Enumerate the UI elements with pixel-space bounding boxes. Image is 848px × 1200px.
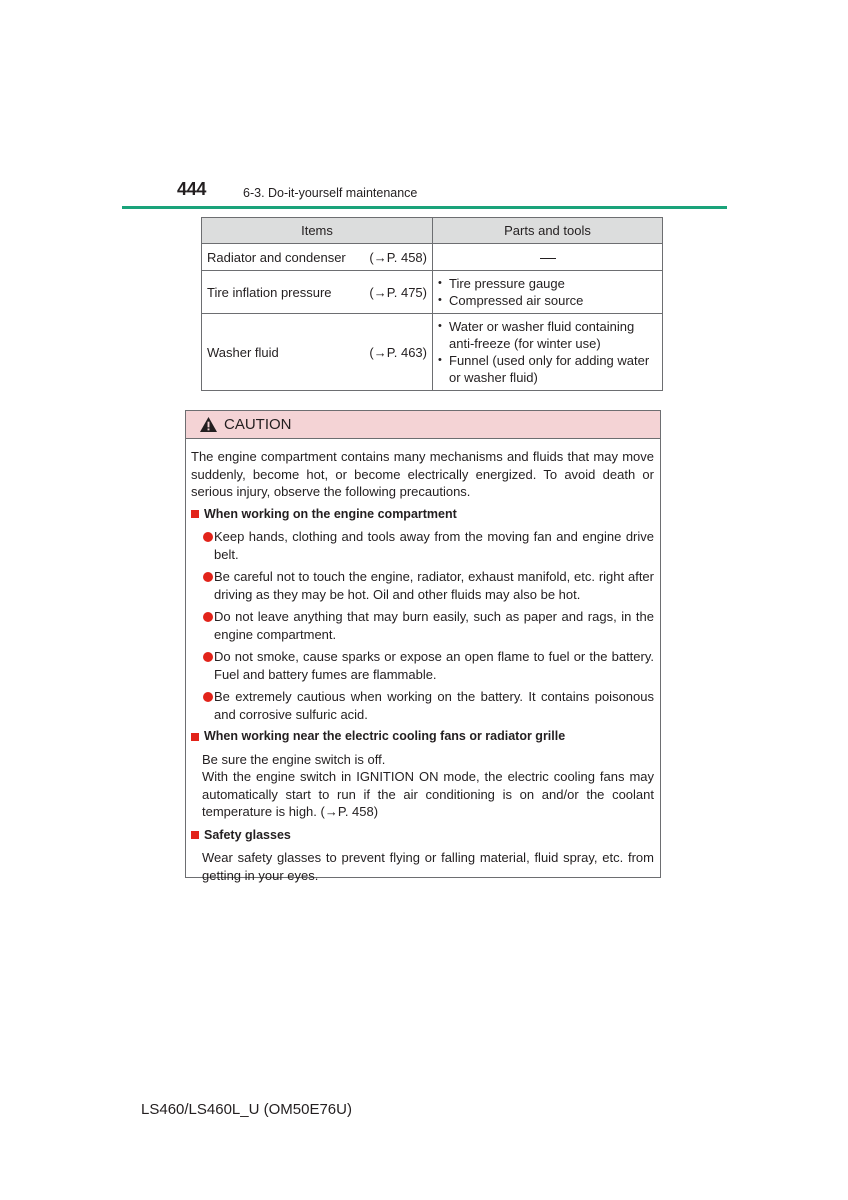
- list-item: • Funnel (used only for adding water or washer fluid): [438, 352, 657, 386]
- red-bullet-icon: [203, 532, 213, 542]
- red-square-icon: [191, 733, 199, 741]
- section-heading: [191, 827, 654, 845]
- item-cell: [202, 244, 433, 271]
- column-header-items: Items: [202, 218, 433, 244]
- item-cell: [202, 314, 433, 391]
- table-row: [202, 244, 663, 271]
- list-item: • Compressed air source: [438, 292, 657, 309]
- tools-cell: [433, 314, 663, 391]
- red-bullet-icon: [203, 612, 213, 622]
- tools-cell: [433, 271, 663, 314]
- page-header: [0, 0, 848, 210]
- section-heading: [191, 506, 654, 524]
- section-heading-text: When working near the electric cooling fans or radiator grille: [204, 729, 566, 743]
- column-header-parts-tools: Parts and tools: [433, 218, 663, 244]
- table-row: [202, 271, 663, 314]
- red-bullet-icon: [203, 692, 213, 702]
- bullet-text: Keep hands, clothing and tools away from the moving fan and engine drive belt.: [214, 529, 654, 562]
- item-name: Washer fluid: [207, 344, 279, 360]
- section-paragraph: Wear safety glasses to prevent flying or falling material, fluid spray, etc. from getting in your eyes.: [202, 850, 654, 883]
- page-number: 444: [177, 179, 207, 199]
- page-reference-link[interactable]: (→P. 475): [369, 284, 427, 300]
- caution-intro: The engine compartment contains many mechanisms and fluids that may move suddenly, become hot, or become electrically energized. To avoid death or serious injury, observe the following precautions.: [191, 449, 654, 499]
- tools-cell: [433, 244, 663, 271]
- warning-triangle-icon: [199, 416, 218, 433]
- caution-header: [186, 411, 660, 439]
- list-item: • Tire pressure gauge: [438, 275, 657, 292]
- table-row: [202, 314, 663, 391]
- tools-list: [438, 318, 657, 386]
- table-header-row: [202, 218, 663, 244]
- section-heading-text: Safety glasses: [204, 827, 291, 842]
- list-item: [191, 648, 654, 683]
- list-item: • Water or washer fluid containing anti-freeze (for winter use): [438, 318, 657, 352]
- no-tools-dash: [540, 258, 556, 259]
- bullet-text: Be extremely cautious when working on the battery. It contains poisonous and corrosive sulfuric acid.: [214, 689, 654, 722]
- header-divider: [122, 206, 727, 209]
- caution-box: [185, 410, 661, 883]
- section-heading: [191, 728, 654, 746]
- page-reference-link[interactable]: (→P. 458): [369, 249, 427, 265]
- list-item: [191, 528, 654, 563]
- red-bullet-icon: [203, 652, 213, 662]
- caution-title: CAUTION: [224, 416, 292, 433]
- section-title: 6-3. Do-it-yourself maintenance: [243, 186, 418, 200]
- item-name: Tire inflation pressure: [207, 284, 332, 300]
- item-cell: [202, 271, 433, 314]
- paragraph-line: With the engine switch in IGNITION ON mode, the electric cooling fans may automatically start to run if the air conditioning is on and/or the coolant temperature is high. (→P. 458): [202, 769, 654, 819]
- paragraph-line: Be sure the engine switch is off.: [202, 751, 386, 767]
- section-paragraph: [191, 751, 654, 821]
- section-heading-text: When working on the engine compartment: [204, 506, 457, 521]
- caution-body: [186, 439, 660, 884]
- list-item: [191, 568, 654, 603]
- footer-model-code: LS460/LS460L_U (OM50E76U): [141, 1101, 352, 1118]
- item-name: Radiator and condenser: [207, 249, 346, 265]
- list-item: [191, 688, 654, 723]
- parts-table: [201, 217, 663, 391]
- page-reference-link[interactable]: (→P. 463): [369, 344, 427, 360]
- list-item: [191, 608, 654, 643]
- bullet-text: Do not leave anything that may burn easily, such as paper and rags, in the engine compartment.: [214, 609, 654, 642]
- red-square-icon: [191, 510, 199, 518]
- bullet-text: Be careful not to touch the engine, radiator, exhaust manifold, etc. right after driving as they may be hot. Oil and other fluids may also be hot.: [214, 569, 654, 602]
- tools-list: [438, 275, 657, 309]
- red-square-icon: [191, 831, 199, 839]
- bullet-text: Do not smoke, cause sparks or expose an open flame to fuel or the battery. Fuel and battery fumes are flammable.: [214, 649, 654, 682]
- red-bullet-icon: [203, 572, 213, 582]
